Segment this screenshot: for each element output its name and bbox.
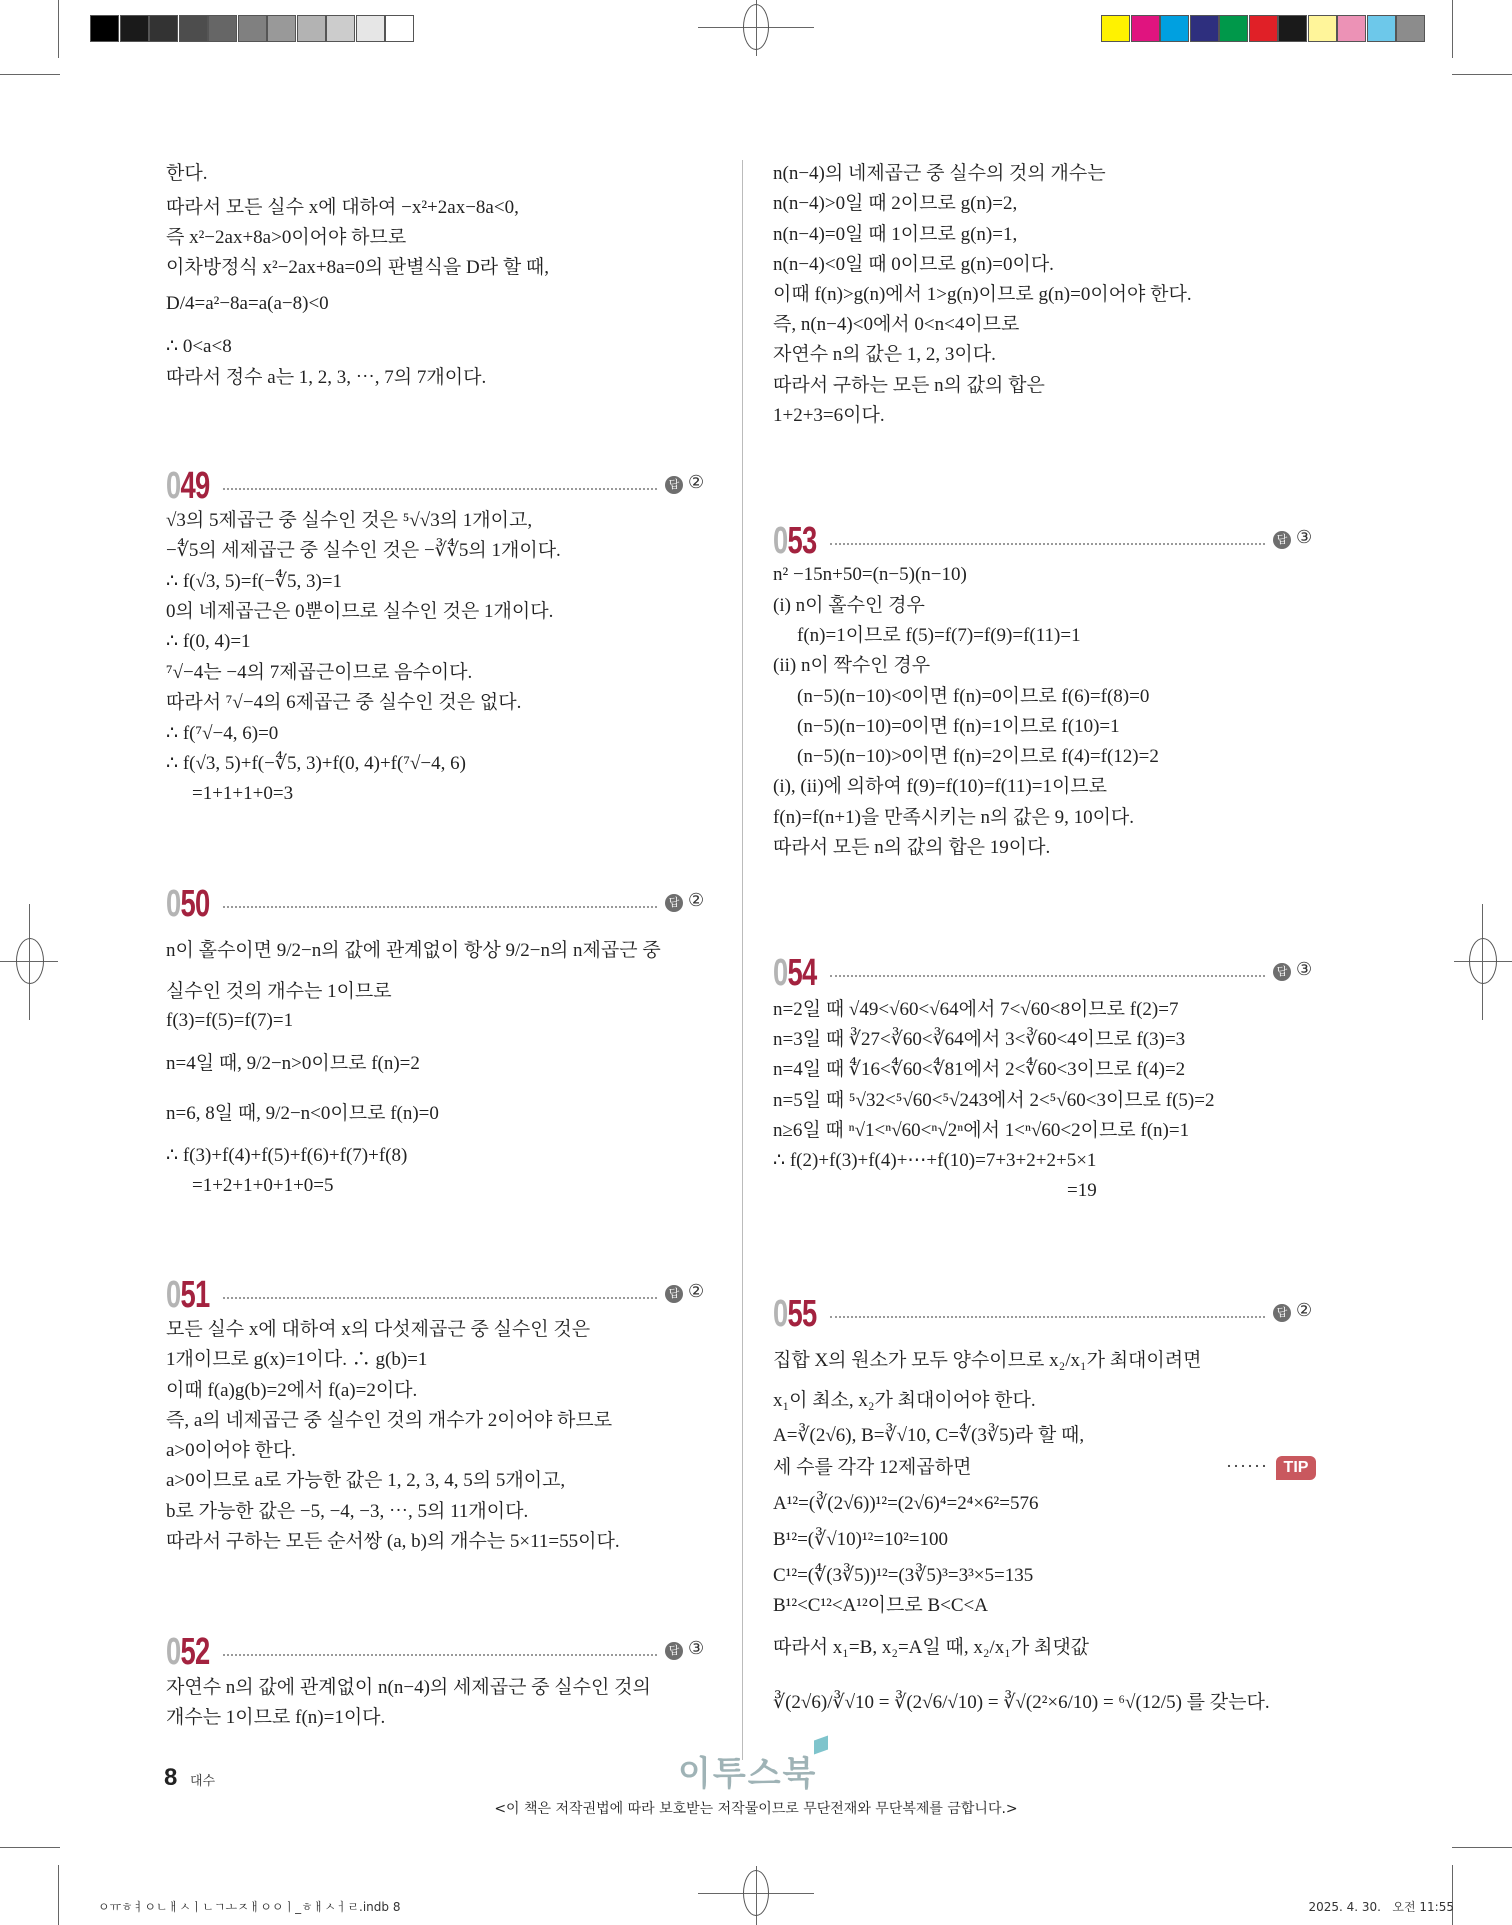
problem-number-digits: 53 [787,520,817,562]
answer-label-icon: 답 [665,894,683,912]
solution-line: n=6, 8일 때, 9/2−n<0이므로 f(n)=0 [166,1103,439,1124]
problem-number-prefix: 0 [166,1274,181,1316]
solution-line: A¹²=(∛(2√6))¹²=(2√6)⁴=2⁴×6²=576 [773,1493,1039,1514]
problem-header [166,884,712,924]
color-swatch [1337,15,1366,42]
color-swatch [1160,15,1189,42]
column-divider [742,160,743,1760]
answer-choice: ② [1296,1300,1313,1321]
crop-mark [58,1865,59,1925]
solution-line: A=∛(2√6), B=∛√10, C=∜(3∛5)라 할 때, [773,1425,1085,1446]
solution-line: 즉, a의 네제곱근 중 실수인 것의 개수가 2이어야 하므로 [166,1410,613,1431]
problem-number-digits: 52 [180,1631,210,1673]
problem-header [166,466,712,506]
solution-line: n(n−4)<0일 때 0이므로 g(n)=0이다. [773,254,1054,275]
solution-line: x₁이 최소, x₂가 최대이어야 한다. [773,1390,1036,1411]
solution-line: (n−5)(n−10)<0이면 f(n)=0이므로 f(6)=f(8)=0 [797,686,1150,707]
dotted-leader [223,1297,657,1299]
solution-line: 따라서 x₁=B, x₂=A일 때, x₂/x₁가 최댓값 [773,1637,1090,1658]
solution-line: n=3일 때 ∛27<∛60<∛64에서 3<∛60<4이므로 f(3)=3 [773,1029,1186,1050]
color-swatch [1396,15,1425,42]
solution-line: a>0이므로 a로 가능한 값은 1, 2, 3, 4, 5의 5개이고, [166,1470,566,1491]
crop-mark [1452,74,1512,75]
problem-number [773,521,817,561]
solution-line: 1개이므로 g(x)=1이다. ∴ g(b)=1 [166,1349,428,1370]
problem-number [166,1632,210,1672]
solution-line: D/4=a²−8a=a(a−8)<0 [166,293,329,314]
solution-line: (n−5)(n−10)=0이면 f(n)=1이므로 f(10)=1 [797,716,1120,737]
solution-line: ∴ f(0, 4)=1 [166,631,251,652]
color-swatch [1131,15,1160,42]
solution-line: n=2일 때 √49<√60<√64에서 7<√60<8이므로 f(2)=7 [773,999,1179,1020]
solution-line: 자연수 n의 값은 1, 2, 3이다. [773,344,996,365]
color-swatch [1278,15,1307,42]
book-icon [814,1735,828,1754]
subject-label: 대수 [190,1774,216,1789]
solution-line: n=5일 때 ⁵√32<⁵√60<⁵√243에서 2<⁵√60<3이므로 f(5)=2 [773,1090,1215,1111]
problem-number-digits: 55 [787,1293,817,1335]
answer-choice: ③ [1296,527,1313,548]
solution-line: 이때 f(n)>g(n)에서 1>g(n)이므로 g(n)=0이어야 한다. [773,284,1192,305]
solution-line: 모든 실수 x에 대하여 x의 다섯제곱근 중 실수인 것은 [166,1319,591,1340]
solution-line: 따라서 구하는 모든 순서쌍 (a, b)의 개수는 5×11=55이다. [166,1531,620,1552]
color-swatch [385,15,414,42]
color-swatch [1219,15,1248,42]
solution-line: 자연수 n의 값에 관계없이 n(n−4)의 세제곱근 중 실수인 것의 [166,1677,651,1698]
solution-line: 세 수를 각각 12제곱하면 [773,1457,972,1478]
solution-line: 따라서 정수 a는 1, 2, 3, ⋯, 7의 7개이다. [166,367,487,388]
solution-line: 따라서 구하는 모든 n의 값의 합은 [773,375,1045,396]
solution-line: n(n−4)=0일 때 1이므로 g(n)=1, [773,224,1018,245]
problem-header [166,1632,712,1672]
dotted-leader [223,1654,657,1656]
answer-label-icon: 답 [1273,531,1291,549]
file-name-slug: ㅇㅠㅎㅕㅇㄴㅐㅅㅣㄴㄱㅗㅈㅐㅇㅇㅣ_ㅎㅐㅅㅓㄹ.indb 8 [98,1900,401,1914]
color-swatch [267,15,296,42]
answer-choice: ② [688,472,705,493]
solution-line: −∜5의 세제곱근 중 실수인 것은 −∛∜5의 1개이다. [166,540,561,561]
problem-number-digits: 49 [180,465,210,507]
problem-number-prefix: 0 [773,520,788,562]
solution-line: f(3)=f(5)=f(7)=1 [166,1010,294,1031]
solution-line: 즉 x²−2ax+8a>0이어야 하므로 [166,227,407,248]
solution-line: (i) n이 홀수인 경우 [773,595,925,616]
color-swatch [179,15,208,42]
problem-number-prefix: 0 [773,952,788,994]
solution-line: =1+1+1+0=3 [192,783,294,804]
solution-line: b로 가능한 값은 −5, −4, −3, ⋯, 5의 11개이다. [166,1501,529,1522]
dotted-leader [830,1316,1265,1318]
color-swatch [1367,15,1396,42]
tip-leader-dots: ······ [1226,1456,1268,1476]
solution-line: B¹²=(∛√10)¹²=10²=100 [773,1529,948,1550]
answer-label-icon: 답 [665,1285,683,1303]
solution-line: (n−5)(n−10)>0이면 f(n)=2이므로 f(4)=f(12)=2 [797,746,1159,767]
problem-number [773,953,817,993]
solution-line: √3의 5제곱근 중 실수인 것은 ⁵√√3의 1개이고, [166,510,533,531]
crop-mark [58,0,59,58]
logo-text: 이투스북 [678,1754,818,1794]
color-swatch [297,15,326,42]
solution-line: 따라서 ⁷√−4의 6제곱근 중 실수인 것은 없다. [166,692,522,713]
dotted-leader [830,543,1265,545]
crop-mark [1452,0,1453,58]
solution-line: 따라서 모든 n의 값의 합은 19이다. [773,837,1051,858]
color-swatch [326,15,355,42]
solution-line: 개수는 1이므로 f(n)=1이다. [166,1707,386,1728]
color-swatch [356,15,385,42]
solution-line: ∴ f(2)+f(3)+f(4)+⋯+f(10)=7+3+2+2+5×1 [773,1150,1097,1171]
answer-label-icon: 답 [1273,963,1291,981]
color-swatch [1308,15,1337,42]
crop-mark [1452,1865,1453,1925]
color-swatch [90,15,119,42]
solution-line: 즉, n(n−4)<0에서 0<n<4이므로 [773,314,1020,335]
page-number: 8 [164,1764,178,1791]
solution-line: ∛(2√6)/∛√10 = ∛(2√6/√10) = ∛√(2²×6/10) = ⁶√(12/5) 를 갖는다. [773,1692,1270,1713]
dotted-leader [223,906,657,908]
solution-line: B¹²<C¹²<A¹²이므로 B<C<A [773,1595,988,1616]
solution-line: f(n)=f(n+1)을 만족시키는 n의 값은 9, 10이다. [773,807,1135,828]
tip-badge[interactable]: TIP [1276,1456,1316,1480]
solution-line: n≥6일 때 ⁿ√1<ⁿ√60<ⁿ√2ⁿ에서 1<ⁿ√60<2이므로 f(n)=1 [773,1120,1190,1141]
problem-header [773,1294,1320,1334]
solution-line: n² −15n+50=(n−5)(n−10) [773,564,967,585]
print-timestamp: 2025. 4. 30. 오전 11:55 [1308,1900,1454,1914]
problem-number-prefix: 0 [773,1293,788,1335]
problem-header [773,521,1320,561]
answer-choice: ② [688,1281,705,1302]
answer-label-icon: 답 [665,1642,683,1660]
solution-line: ⁷√−4는 −4의 7제곱근이므로 음수이다. [166,662,473,683]
solution-line: a>0이어야 한다. [166,1440,296,1461]
solution-line: n(n−4)>0일 때 2이므로 g(n)=2, [773,193,1018,214]
solution-line: C¹²=(∜(3∛5))¹²=(3∛5)³=3³×5=135 [773,1565,1034,1586]
color-swatch [120,15,149,42]
answer-choice: ② [688,890,705,911]
problem-number [166,466,210,506]
problem-number-digits: 51 [180,1274,210,1316]
solution-line: (i), (ii)에 의하여 f(9)=f(10)=f(11)=1이므로 [773,776,1108,797]
solution-line: 이차방정식 x²−2ax+8a=0의 판별식을 D라 할 때, [166,257,550,278]
solution-line: =1+2+1+0+1+0=5 [192,1175,334,1196]
answer-choice: ③ [1296,959,1313,980]
problem-number-digits: 50 [180,883,210,925]
problem-number [773,1294,817,1334]
solution-line: 실수인 것의 개수는 1이므로 [166,981,392,1002]
color-swatch [149,15,178,42]
answer-label-icon: 답 [1273,1304,1291,1322]
problem-number-digits: 54 [787,952,817,994]
copyright-notice: <이 책은 저작권법에 따라 보호받는 저작물이므로 무단전재와 무단복제를 금합니다.> [494,1801,1018,1817]
solution-line: 한다. [166,163,208,184]
answer-label-icon: 답 [665,476,683,494]
problem-number-prefix: 0 [166,1631,181,1673]
solution-line: ∴ 0<a<8 [166,336,232,357]
color-swatch [1190,15,1219,42]
color-swatch [208,15,237,42]
publisher-logo [678,1746,817,1795]
solution-line: 1+2+3=6이다. [773,405,885,426]
solution-line: n(n−4)의 네제곱근 중 실수의 것의 개수는 [773,163,1106,184]
solution-line: 이때 f(a)g(b)=2에서 f(a)=2이다. [166,1380,418,1401]
dotted-leader [223,488,657,490]
solution-line: ∴ f(⁷√−4, 6)=0 [166,723,279,744]
color-swatch [238,15,267,42]
solution-line: (ii) n이 짝수인 경우 [773,655,931,676]
crop-mark [0,74,60,75]
solution-line: f(n)=1이므로 f(5)=f(7)=f(9)=f(11)=1 [797,625,1081,646]
color-swatch [1101,15,1130,42]
problem-number [166,1275,210,1315]
solution-line: 따라서 모든 실수 x에 대하여 −x²+2ax−8a<0, [166,197,519,218]
problem-number-prefix: 0 [166,883,181,925]
solution-line: ∴ f(√3, 5)+f(−∜5, 3)+f(0, 4)+f(⁷√−4, 6) [166,753,466,774]
crop-mark [0,1847,60,1848]
solution-line: ∴ f(√3, 5)=f(−∜5, 3)=1 [166,571,342,592]
problem-header [166,1275,712,1315]
solution-line: =19 [1067,1180,1097,1201]
answer-choice: ③ [688,1638,705,1659]
solution-line: n이 홀수이면 9/2−n의 값에 관계없이 항상 9/2−n의 n제곱근 중 [166,940,661,961]
problem-header [773,953,1320,993]
crop-mark [1452,1847,1512,1848]
solution-line: 집합 X의 원소가 모두 양수이므로 x₂/x₁가 최대이려면 [773,1350,1202,1371]
color-swatch [1249,15,1278,42]
solution-line: 0의 네제곱근은 0뿐이므로 실수인 것은 1개이다. [166,601,554,622]
solution-line: n=4일 때, 9/2−n>0이므로 f(n)=2 [166,1053,420,1074]
dotted-leader [830,975,1265,977]
problem-number [166,884,210,924]
solution-line: ∴ f(3)+f(4)+f(5)+f(6)+f(7)+f(8) [166,1145,408,1166]
problem-number-prefix: 0 [166,465,181,507]
solution-line: n=4일 때 ∜16<∜60<∜81에서 2<∜60<3이므로 f(4)=2 [773,1059,1186,1080]
